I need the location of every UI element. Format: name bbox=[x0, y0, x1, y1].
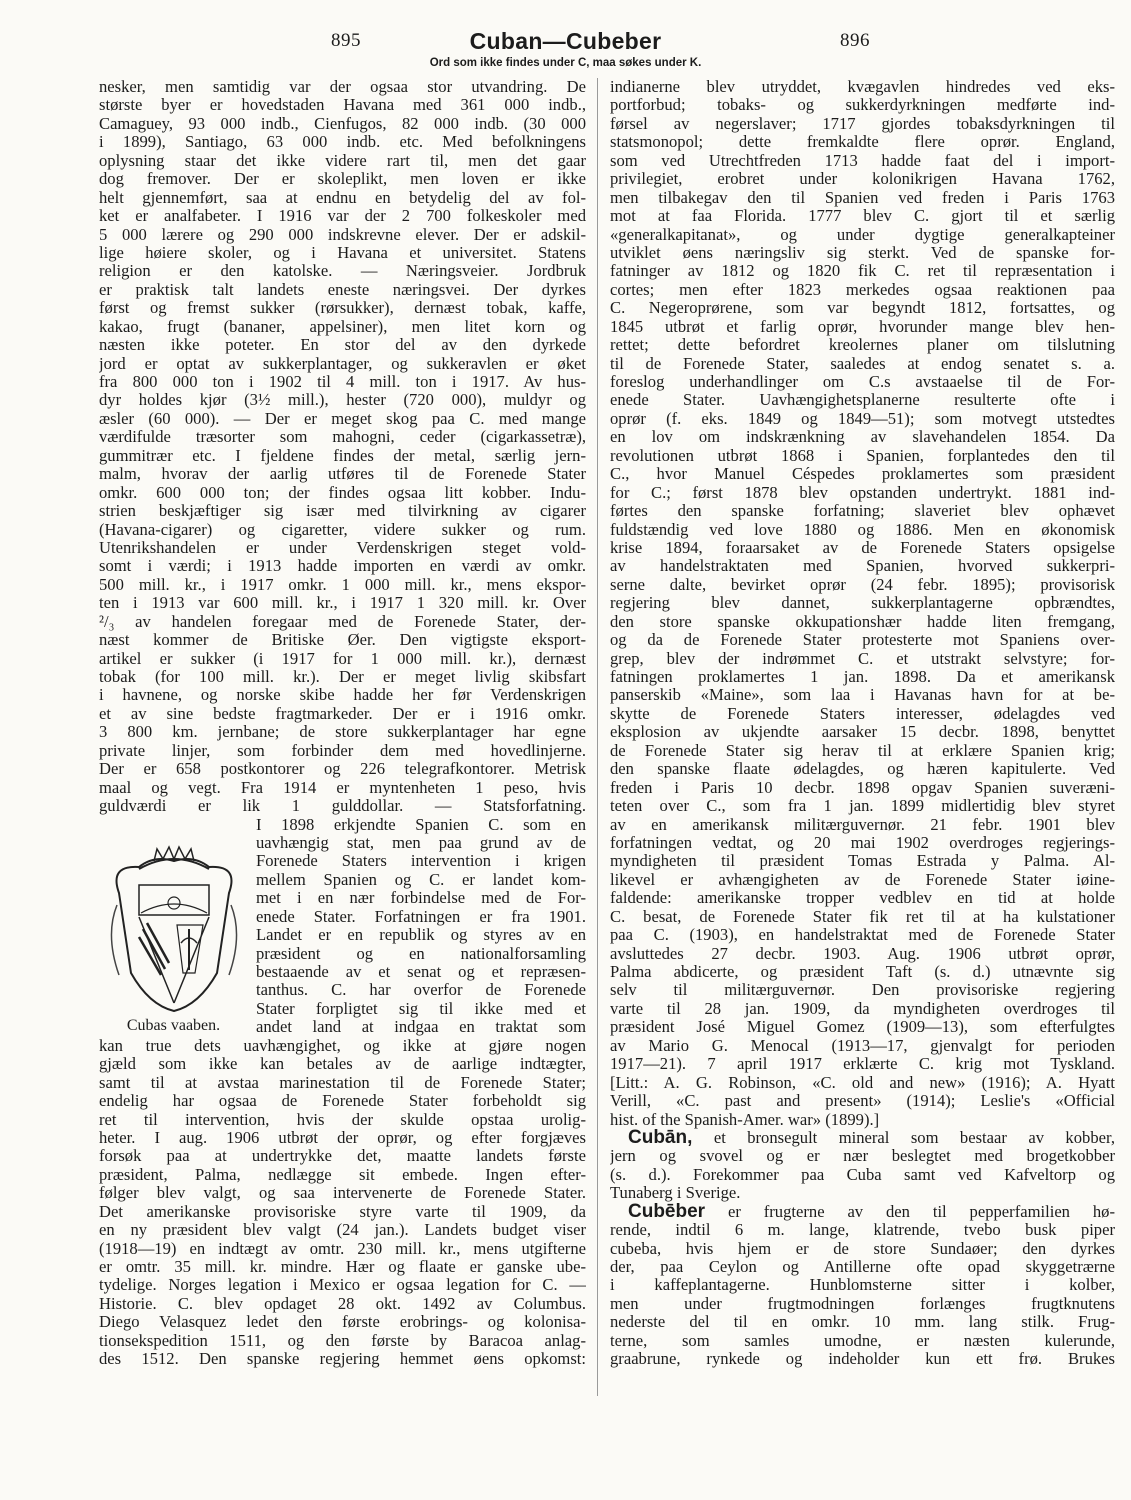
text-line: er praktisk talt landets eneste næringsvei. Der dyrkes bbox=[99, 280, 586, 299]
left-column bbox=[99, 78, 586, 1369]
coat-of-arms-caption: Cubas vaaben. bbox=[126, 1017, 221, 1034]
text-line: dyr holdes kjør (3½ mill.), hester (720 000), muldyr og bbox=[99, 391, 586, 410]
text-line: oplysning staar det ikke videre rart til, men det gaar bbox=[99, 151, 586, 170]
text-line: portforbud; tobaks- og sukkerdyrkningen medførte ind- bbox=[610, 96, 1115, 115]
text-line: største byer er hovedstaden Havana med 361 000 indb., bbox=[99, 96, 586, 115]
text-line: met i en nær forbindelse med de For- bbox=[256, 889, 586, 908]
text-line: den store spanske okkupationshær hadde liten fremgang, bbox=[610, 612, 1115, 631]
text-line: Tunaberg i Sverige. bbox=[610, 1184, 741, 1203]
text-line: en ny præsident blev valgt (24 jan.). Landets budget viser bbox=[99, 1221, 586, 1240]
text-line: er omtr. 35 mill. kr. mindre. Hær og flaate er ganske ube- bbox=[99, 1258, 586, 1276]
text-line: andet land at indgaa en traktat som bbox=[256, 1018, 586, 1037]
page-number-right: 896 bbox=[840, 30, 870, 51]
text-line: panserskib «Maine», som laa i Havanas havn for at be- bbox=[610, 686, 1115, 705]
text-line: Det amerikanske provisoriske styre varte til 1909, da bbox=[99, 1202, 586, 1221]
text-line: grep, blev der indrømmet C. et utstrakt selvstyre; for- bbox=[610, 649, 1115, 668]
text-line: graabrune, rynkede og indeholder kun ett frø. Brukes bbox=[610, 1350, 1115, 1369]
text-line: gummitrær etc. I fjeldene findes der metal, særlig jern- bbox=[99, 446, 586, 465]
text-line: eksplosion av ukjendte aarsaker 15 decbr. 1898, benyttet bbox=[610, 723, 1115, 742]
text-line: terne, som samles umodne, er næsten kulerunde, bbox=[610, 1331, 1115, 1350]
right-column bbox=[610, 78, 1115, 1369]
text-line: krise 1894, foraarsaket av de Forenede Staters opsigelse bbox=[610, 538, 1115, 557]
text-line: Utenrikshandelen er under Verdenskrigen steget vold- bbox=[99, 538, 586, 557]
text-line: mellem Spanien og C. er landet kom- bbox=[256, 870, 586, 889]
page-header bbox=[0, 0, 1131, 80]
text-line: fatninger av 1812 og 1820 fik C. ret til repræsentation i bbox=[610, 262, 1115, 281]
text-line: fra 800 000 ton i 1902 til 4 mill. ton i 1917. Av hus- bbox=[99, 373, 586, 391]
text-line: æsler (60 000). — Der er meget skog paa C. med mange bbox=[99, 409, 586, 428]
text-line: Palma abdicerte, og præsident Taft (s. d.) utnævnte sig bbox=[610, 963, 1115, 981]
text-line: og da de Forenede Stater protesterte mot Spaniens over- bbox=[610, 631, 1115, 650]
entry-first-line bbox=[610, 1129, 1115, 1147]
text-line: værdifulde træsorter som mahogni, ceder (cigarkassetræ), bbox=[99, 428, 586, 447]
text-line: kakao, frugt (bananer, appelsiner), men litet korn og bbox=[99, 317, 586, 336]
text-line: religion er den katolske. — Næringsveier. Jordbruk bbox=[99, 262, 586, 281]
text-line: Diego Velasquez ledet den første erobrings- og kolonisa- bbox=[99, 1313, 586, 1332]
text-line: jord er optat av sukkerplantager, og sukkeravlen er øket bbox=[99, 354, 586, 373]
text-line: de Forenede Stater sig herav til at erklære Spanien krig; bbox=[610, 741, 1115, 760]
text-line: enede Stater. Forfatningen er fra 1901. bbox=[256, 907, 586, 926]
entry-first-line bbox=[610, 1203, 1115, 1221]
text-line: førsel av negerslaver; 1717 gjordes tobaksdyrkningen til bbox=[610, 114, 1115, 133]
text-line: enede Stater. Uavhængighetsplanerne resulterte ofte i bbox=[610, 391, 1115, 410]
text-line: nederste del til en omkr. 10 mm. lang stilk. Frug- bbox=[610, 1313, 1115, 1332]
text-line: en lov om indskrænkning av slavehandelen 1854. Da bbox=[610, 428, 1115, 447]
text-line: et av sine bedste fragtmarkeder. Der er i 1916 omkr. bbox=[99, 704, 586, 723]
text-line: næst kommer de Britiske Øer. Den vigtigste eksport- bbox=[99, 631, 586, 650]
text-line: heter. I aug. 1906 utbrøt der oprør, og efter forgjæves bbox=[99, 1128, 586, 1147]
text-line: dog fremover. Der er skoleplikt, men loven er ikke bbox=[99, 170, 586, 189]
text-line: følger blev valgt, og saa intervenerte de Forenede Stater. bbox=[99, 1184, 586, 1203]
text-line: (1918—19) en indtægt av omtr. 230 mill. kr., mens utgifterne bbox=[99, 1239, 586, 1258]
coat-of-arms-figure bbox=[99, 845, 249, 1015]
text-line: helt gjennemført, saa at endnu en betydelig del av fol- bbox=[99, 188, 586, 207]
text-line: førtes den spanske forfatning; slaveriet blev ophævet bbox=[610, 502, 1115, 521]
text-line: kan true dets uavhængighet, og ikke at gjøre nogen bbox=[99, 1036, 586, 1055]
text-line: 1917—21). 7 april 1917 erklærte C. krig mot Tyskland. bbox=[610, 1055, 1115, 1074]
text-line: indianerne blev utryddet, kvægavlen hindredes ved eks- bbox=[610, 78, 1115, 96]
text-line: i kaffeplantagerne. Hunblomsterne sitter i kolber, bbox=[610, 1276, 1115, 1295]
text-line: præsident José Miguel Gomez (1909—13), som efterfulgtes bbox=[610, 1018, 1115, 1037]
text-line: Der er 658 postkontorer og 226 telegrafkontorer. Metrisk bbox=[99, 760, 586, 779]
text-line: C. Negeroprørene, som var begyndt 1812, fortsattes, og bbox=[610, 299, 1115, 318]
text-line: ten i 1913 var 600 mill. kr., i 1917 1 320 mill. kr. Over bbox=[99, 594, 586, 613]
text-line: Historie. C. blev opdaget 28 okt. 1492 av Columbus. bbox=[99, 1294, 586, 1313]
text-line: omkr. 600 000 ton; der findes ogsaa litt kobber. Indu- bbox=[99, 483, 586, 502]
text-line: revolutionen utbrøt 1868 i Spanien, forplantedes den til bbox=[610, 446, 1115, 465]
text-line: oprør (f. eks. 1849 og 1849—51); som motvegt utstedtes bbox=[610, 409, 1115, 428]
text-line: maal og vegt. Fra 1914 er myntenheten 1 peso, hvis bbox=[99, 778, 586, 797]
text-line: Landet er en republik og styres av en bbox=[256, 926, 586, 945]
text-line: først og fremst sukker (rørsukker), dernæst tobak, kaffe, bbox=[99, 299, 586, 318]
text-line: uavhængig stat, men paa grund av de bbox=[256, 833, 586, 852]
text-line: (Havana-cigarer) og cigaretter, videre sukker og rum. bbox=[99, 520, 586, 539]
text-line: som ved Utrechtfreden 1713 hadde faat del i import- bbox=[610, 151, 1115, 170]
text-line: men tilbakegav den til Spanien ved freden i Paris 1763 bbox=[610, 188, 1115, 207]
text-line: præsident, Palma, nedlægge sit embede. Ingen efter- bbox=[99, 1165, 586, 1184]
text-line: statsmonopol; dette fremkaldte flere oprør. England, bbox=[610, 133, 1115, 152]
text-line: i havnene, og norske skibe hadde her før Verdenskrigen bbox=[99, 686, 586, 705]
text-line: Stater forpligtet sig til ikke med et bbox=[256, 999, 586, 1018]
text-line: samt til at avstaa marinestation til de Forenede Stater; bbox=[99, 1073, 586, 1092]
text-line: skytte de Forenede Staters interesser, ødelagdes ved bbox=[610, 704, 1115, 723]
entry-text: et bronsegult mineral som bestaar av kobber, bbox=[713, 1128, 1115, 1147]
text-line: ket er analfabeter. I 1916 var der 2 700 folkeskoler med bbox=[99, 207, 586, 226]
text-line: privilegiet, erobret under kolonikrigen Havana 1762, bbox=[610, 170, 1115, 189]
text-line: serne dalte, bevirket oprør (24 febr. 1895); provisorisk bbox=[610, 575, 1115, 594]
text-line: utviklet øens næringsliv sig sterkt. Ved de spanske for- bbox=[610, 243, 1115, 262]
text-line: C. besat, de Forenede Stater fik ret til at ha kulstationer bbox=[610, 907, 1115, 926]
text-line: hist. of the Spanish-Amer. war» (1899).] bbox=[610, 1110, 880, 1129]
text-line: foreslog underhandlinger om C.s avstaaelse til de For- bbox=[610, 373, 1115, 391]
text-line: av handelstraktaten med Spanien, hvorved sukkerpri- bbox=[610, 557, 1115, 576]
text-line: mot at faa Florida. 1777 blev C. gjort til et særlig bbox=[610, 207, 1115, 226]
text-line: avsluttedes 27 decbr. 1903. Aug. 1906 utbrøt oprør, bbox=[610, 944, 1115, 963]
text-line: C., hvor Manuel Céspedes proklamertes som præsident bbox=[610, 465, 1115, 484]
text-line: Camaguey, 93 000 indb., Cienfugos, 82 000 indb. (30 000 bbox=[99, 114, 586, 133]
text-line: 500 mill. kr., i 1917 omkr. 1 000 mill. kr., mens ekspor- bbox=[99, 575, 586, 594]
text-line: ²/₃ av handelen foregaar med de Forenede Stater, der- bbox=[99, 612, 586, 631]
entry-headword: Cubēber bbox=[628, 1202, 706, 1222]
text-line: strien beskjæftiger sig især med tilvirkning av cigarer bbox=[99, 502, 586, 521]
text-line: «generalkapitanat», og under dygtige generalkapteiner bbox=[610, 225, 1115, 244]
text-line: lige høiere skoler, og i Havana et universitet. Statens bbox=[99, 243, 586, 262]
text-line: 1845 utbrøt et farlig oprør, hvorunder mange blev hen- bbox=[610, 317, 1115, 336]
text-line: der, paa Ceylon og Antillerne ofte opad skyggetrærne bbox=[610, 1258, 1115, 1276]
text-line: av Mario G. Menocal (1913—17, gjenvalgt for perioden bbox=[610, 1036, 1115, 1055]
text-line: nesker, men samtidig var der ogsaa stor utvandring. De bbox=[99, 78, 586, 96]
text-line: selv til militærguvernør. Den provisoriske regjering bbox=[610, 981, 1115, 1000]
text-line: forsøk paa at undertrykke det, maatte landets første bbox=[99, 1147, 586, 1166]
text-line: men under frugtmodningen forlænges frugtknutens bbox=[610, 1294, 1115, 1313]
text-line: for C.; først 1878 blev opstanden undertrykt. 1881 ind- bbox=[610, 483, 1115, 502]
text-line: Verill, «C. past and present» (1914); Leslie's «Official bbox=[610, 1092, 1115, 1111]
text-line: i 1899), Santiago, 63 000 indb. etc. Med befolkningens bbox=[99, 133, 586, 152]
text-line: somt i værdi; i 1913 hadde importen en værdi av omkr. bbox=[99, 557, 586, 576]
text-line: myndigheten til præsident Tomas Estrada y Palma. Al- bbox=[610, 852, 1115, 871]
text-line: [Litt.: A. G. Robinson, «C. old and new» (1916); A. Hyatt bbox=[610, 1073, 1115, 1092]
text-line: (s. d.). Forekommer paa Cuba samt ved Kafveltorp og bbox=[610, 1165, 1115, 1184]
text-line: næsten ikke poteter. En stor del av den dyrkede bbox=[99, 336, 586, 355]
text-line: gjæld som ikke kan betales av de aarlige indtægter, bbox=[99, 1055, 586, 1074]
text-line: fuldstændig ved love 1880 og 1886. Men en økonomisk bbox=[610, 520, 1115, 539]
text-line: varte til 28 jan. 1909, da myndigheten overdroges til bbox=[610, 999, 1115, 1018]
text-line: præsident og en nationalforsamling bbox=[256, 944, 586, 963]
text-line: regjering blev dannet, sukkerplantagerne opbrændtes, bbox=[610, 594, 1115, 613]
cuba-coat-of-arms-icon bbox=[99, 845, 249, 1015]
text-line: tydelige. Norges legation i Mexico er ogsaa legation for C. — bbox=[99, 1276, 586, 1295]
text-line: likevel er avhængigheten av de Forenede Stater iøine- bbox=[610, 870, 1115, 889]
text-line: tionsekspedition 1511, og den første by Baracoa anlag- bbox=[99, 1331, 586, 1350]
text-line: tanthus. C. har overfor de Forenede bbox=[256, 981, 586, 1000]
text-line: malm, hvorav der aarlig utføres til de Forenede Stater bbox=[99, 465, 586, 484]
page-number-left: 895 bbox=[331, 30, 361, 51]
text-line: til de Forenede Stater, saaledes at endog senatet s. a. bbox=[610, 354, 1115, 373]
text-line: cortes; men efter 1823 merkedes ogsaa reaktionen paa bbox=[610, 280, 1115, 299]
text-line: endelig har ogsaa de Forenede Stater forbeholdt sig bbox=[99, 1092, 586, 1111]
entry-text: er frugterne av den til pepperfamilien hø- bbox=[727, 1202, 1115, 1221]
page-title: Cuban—Cubeber bbox=[469, 28, 662, 54]
text-line: ret til intervention, hvis der skulde opstaa urolig- bbox=[99, 1110, 586, 1129]
page-subtitle: Ord som ikke findes under C, maa søkes under K. bbox=[429, 57, 702, 69]
text-line: cubeba, hvis hjem er de store Sundaøer; den dyrkes bbox=[610, 1239, 1115, 1258]
text-line: paa C. (1903), en handelstraktat med de Forenede Stater bbox=[610, 926, 1115, 945]
text-line: jern og svovel og er nær beslegtet med brogetkobber bbox=[610, 1147, 1115, 1166]
text-line: private linjer, som forbinder dem med hovedlinjerne. bbox=[99, 741, 586, 760]
entry-headword: Cubān, bbox=[628, 1128, 693, 1148]
text-line: rende, indtil 6 m. lange, klatrende, tvebo busk piper bbox=[610, 1221, 1115, 1240]
text-line: rettet; dette befordret kreolernes planer om tilslutning bbox=[610, 336, 1115, 355]
text-line: Forenede Staters intervention i krigen bbox=[256, 852, 586, 871]
text-line: des 1512. Den spanske regjering hemmet øens opkomst: bbox=[99, 1350, 586, 1369]
text-line: teten over C., som fra 1 jan. 1899 midlertidig blev styret bbox=[610, 797, 1115, 816]
text-line: av en amerikansk militærguvernør. 21 febr. 1901 blev bbox=[610, 815, 1115, 834]
text-line: bestaaende av et senat og et repræsen- bbox=[256, 963, 586, 981]
text-line: 5 000 lærere og 290 000 indskrevne elever. Der er adskil- bbox=[99, 225, 586, 244]
text-line: 3 800 km. jernbane; de store sukkerplantager har egne bbox=[99, 723, 586, 742]
text-line: guldværdi er lik 1 gulddollar. — Statsforfatning. bbox=[99, 797, 586, 816]
text-line: forfatningen vedtat, og 20 mai 1902 overdroges regjerings- bbox=[610, 833, 1115, 852]
column-divider bbox=[597, 78, 598, 1396]
text-line: den spanske flaate ødelagdes, og hæren kapitulerte. Ved bbox=[610, 760, 1115, 779]
text-line: freden i Paris 10 decbr. 1898 opgav Spanien suveræni- bbox=[610, 778, 1115, 797]
text-line: I 1898 erkjendte Spanien C. som en bbox=[256, 815, 586, 834]
text-line: artikel er sukker (i 1917 for 1 000 mill. kr.), dernæst bbox=[99, 649, 586, 668]
text-line: tobak (for 100 mill. kr.). Der er meget livlig skibsfart bbox=[99, 668, 586, 686]
text-line: fatningen proklamertes 1 jan. 1898. Da et amerikansk bbox=[610, 668, 1115, 686]
text-line: faldende: amerikanske tropper vedblev en tid at holde bbox=[610, 889, 1115, 908]
